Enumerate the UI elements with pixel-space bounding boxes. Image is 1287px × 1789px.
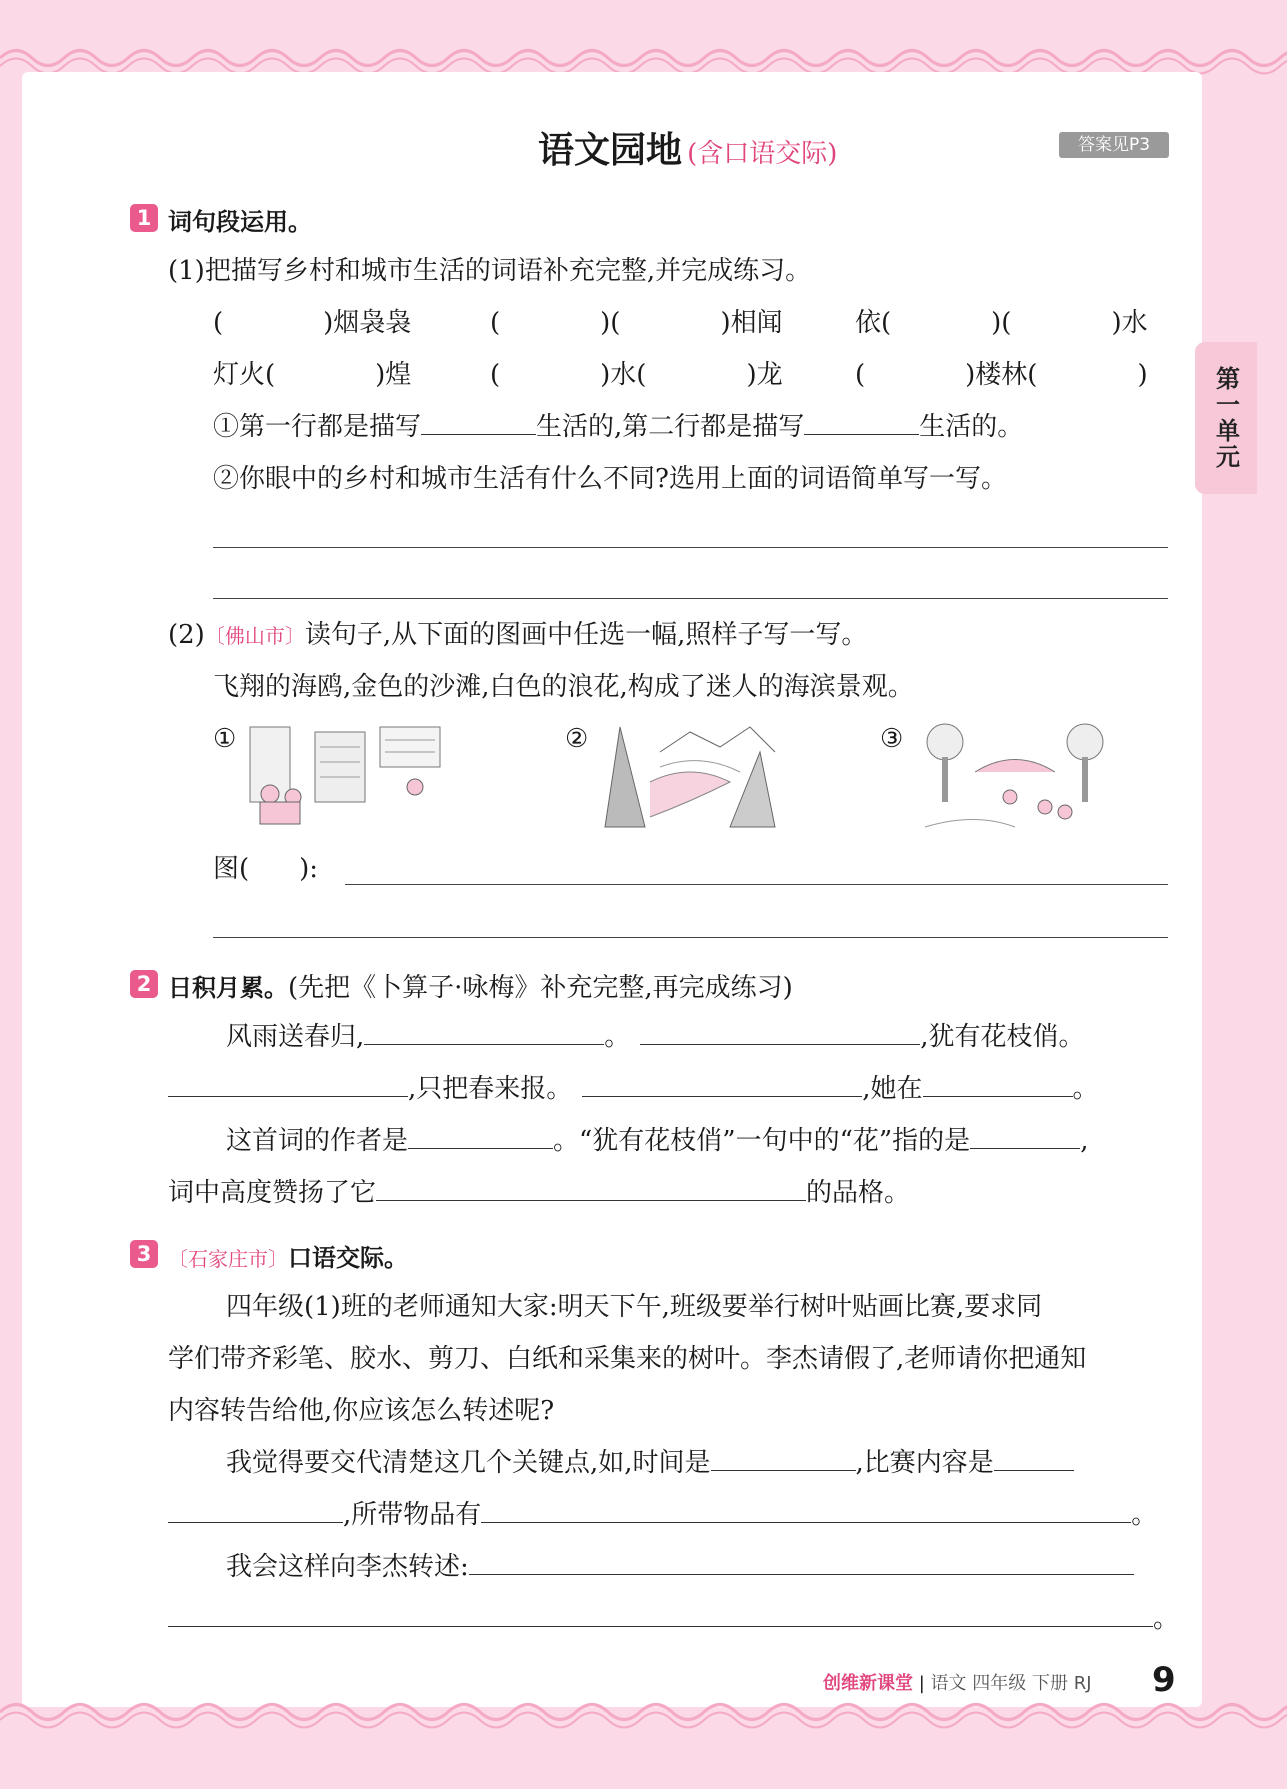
- poem-text-4: ,只把春来报。: [408, 1074, 573, 1104]
- praise-q-text: 词中高度赞扬了它: [168, 1178, 377, 1208]
- word-row-2: [213, 358, 411, 392]
- flower-blank[interactable]: [970, 1147, 1080, 1149]
- word-4: 依(: [855, 308, 892, 338]
- unit-side-tab: 第一单元: [1195, 342, 1257, 494]
- footer: [823, 1670, 1092, 1698]
- keypoint-text-3: ,所带物品有: [343, 1500, 482, 1530]
- retell-blank-1[interactable]: [469, 1573, 1134, 1575]
- author-q-text: 这首词的作者是: [226, 1126, 409, 1156]
- flower-q-comma: ,: [1080, 1126, 1089, 1156]
- sub1-text-c: 生活的。: [919, 412, 1024, 442]
- section2-heading: 日积月累。: [168, 974, 288, 1002]
- retell-line-2: [168, 1602, 1179, 1636]
- q2-prefix: (2): [168, 620, 205, 650]
- word-3: )相闻: [720, 308, 783, 338]
- blank-1[interactable]: [421, 433, 536, 435]
- poem-blank-3[interactable]: [168, 1095, 408, 1097]
- word-1: )烟袅袅: [323, 308, 412, 338]
- poem-blank-2[interactable]: [640, 1043, 920, 1045]
- section2-number: 2: [130, 970, 158, 998]
- poem-text-3: ,犹有花枝俏。: [920, 1022, 1085, 1052]
- retell-end: 。: [1153, 1604, 1180, 1634]
- praise-blank[interactable]: [376, 1199, 806, 1201]
- q2-prompt: 读句子,从下面的图画中任选一幅,照样子写一写。: [304, 620, 868, 650]
- keypoint-line-1: [226, 1446, 1074, 1480]
- keypoint-text-4: 。: [1131, 1500, 1158, 1530]
- answer-line-1[interactable]: [213, 547, 1168, 548]
- poem-text-1: 风雨送春归,: [226, 1022, 365, 1052]
- q2-example: 飞翔的海鸥,金色的沙滩,白色的浪花,构成了迷人的海滨景观。: [213, 672, 914, 702]
- poem-blank-4[interactable]: [582, 1095, 862, 1097]
- answer-line-2[interactable]: [213, 598, 1168, 599]
- retell-line: [226, 1550, 1134, 1584]
- poem-text-5: ,她在: [862, 1074, 923, 1104]
- section1-number: 1: [130, 204, 158, 232]
- word-row-1: [213, 306, 411, 340]
- pic-label-3: ③: [880, 724, 904, 754]
- park-play-illustration[interactable]: [915, 722, 1115, 832]
- poem-line-1: [226, 1020, 1085, 1054]
- content-blank-cont[interactable]: [168, 1521, 343, 1523]
- word-2: )(: [600, 308, 621, 338]
- author-blank[interactable]: [408, 1147, 553, 1149]
- q2-region-tag: 〔佛山市〕: [204, 624, 305, 648]
- page-header: [538, 122, 837, 173]
- poem-text-2: 。: [604, 1022, 631, 1052]
- footer-brand: 创维新课堂: [823, 1673, 913, 1694]
- word-5: )(: [991, 308, 1012, 338]
- pic-answer-label-end: ):: [299, 854, 319, 884]
- paren-open: (: [213, 308, 224, 338]
- retell-blank-2[interactable]: [168, 1625, 1153, 1627]
- section3-heading: 口语交际。: [288, 1244, 408, 1272]
- items-blank[interactable]: [481, 1521, 1131, 1523]
- paren-open: (: [490, 360, 501, 390]
- retell-text: 我会这样向李杰转述:: [226, 1552, 469, 1582]
- section2-heading-line: [168, 968, 793, 1005]
- word-10: )龙: [746, 360, 783, 390]
- paren-open: (: [855, 360, 866, 390]
- q1-prompt: (1)把描写乡村和城市生活的词语补充完整,并完成练习。: [168, 256, 812, 286]
- pic-answer-label: 图(: [213, 854, 250, 884]
- word-row-2b: [490, 358, 783, 392]
- pic-label-2: ②: [565, 724, 589, 754]
- poem-blank-1[interactable]: [364, 1043, 604, 1045]
- page-number: 9: [1152, 1660, 1176, 1700]
- keypoint-line-2: [168, 1498, 1157, 1532]
- word-6: )水: [1111, 308, 1148, 338]
- mountain-waterfall-illustration[interactable]: [600, 722, 800, 832]
- city-reading-illustration[interactable]: [245, 722, 445, 832]
- page-subtitle: (含口语交际): [687, 139, 838, 169]
- poem-line-2: [168, 1072, 1099, 1106]
- flower-q-text: 。“犹有花枝俏”一句中的“花”指的是: [553, 1126, 971, 1156]
- section3-heading-line: [168, 1238, 408, 1273]
- bottom-wave-border: [0, 1698, 1287, 1738]
- section2-note: (先把《卜算子·咏梅》补充完整,再完成练习): [288, 973, 793, 1003]
- blank-2[interactable]: [804, 433, 919, 435]
- keypoint-text-1: 我觉得要交代清楚这几个关键点,如,时间是: [226, 1448, 711, 1478]
- pic-answer-line-1[interactable]: [345, 884, 1168, 885]
- answer-ref-badge: 答案见P3: [1059, 132, 1169, 158]
- keypoint-text-2: ,比赛内容是: [855, 1448, 994, 1478]
- pic-answer-line-2[interactable]: [213, 937, 1168, 938]
- section3-para-3: 内容转告给他,你应该怎么转述呢?: [168, 1396, 555, 1426]
- time-blank[interactable]: [711, 1469, 856, 1471]
- pic-label-1: ①: [213, 724, 237, 754]
- poem-question-2: [168, 1176, 910, 1210]
- poem-blank-5[interactable]: [923, 1095, 1073, 1097]
- section3-para-1: 四年级(1)班的老师通知大家:明天下午,班级要举行树叶贴画比赛,要求同: [226, 1292, 1043, 1322]
- q1-sub2: ②你眼中的乡村和城市生活有什么不同?选用上面的词语简单写一写。: [213, 464, 1007, 494]
- section3-region-tag: 〔石家庄市〕: [168, 1247, 288, 1271]
- poem-question-1: [226, 1124, 1088, 1158]
- sub1-text-a: ①第一行都是描写: [213, 412, 422, 442]
- pic-answer-line: [213, 852, 318, 886]
- word-row-1c: [855, 306, 1148, 340]
- section3-number: 3: [130, 1240, 158, 1268]
- content-blank[interactable]: [994, 1469, 1074, 1471]
- section3-para-2: 学们带齐彩笔、胶水、剪刀、白纸和采集来的树叶。李杰请假了,老师请你把通知: [168, 1344, 1087, 1374]
- word-12: ): [1137, 360, 1148, 390]
- word-row-2c: [855, 358, 1148, 392]
- poem-text-6: 。: [1072, 1074, 1099, 1104]
- word-7: 灯火(: [213, 360, 276, 390]
- q1-sub1: [213, 410, 1023, 444]
- word-8: )煌: [375, 360, 412, 390]
- paren-open: (: [490, 308, 501, 338]
- praise-q-end: 的品格。: [806, 1178, 911, 1208]
- page-title: 语文园地: [538, 130, 683, 171]
- q2-prompt-line: [168, 618, 867, 653]
- word-9: )水(: [600, 360, 647, 390]
- word-row-1b: [490, 306, 783, 340]
- section1-heading: 词句段运用。: [168, 208, 312, 236]
- sub1-text-b: 生活的,第二行都是描写: [536, 412, 805, 442]
- footer-info: 语文 四年级 下册 RJ: [930, 1673, 1092, 1694]
- word-11: )楼林(: [965, 360, 1038, 390]
- footer-sep: |: [918, 1673, 925, 1694]
